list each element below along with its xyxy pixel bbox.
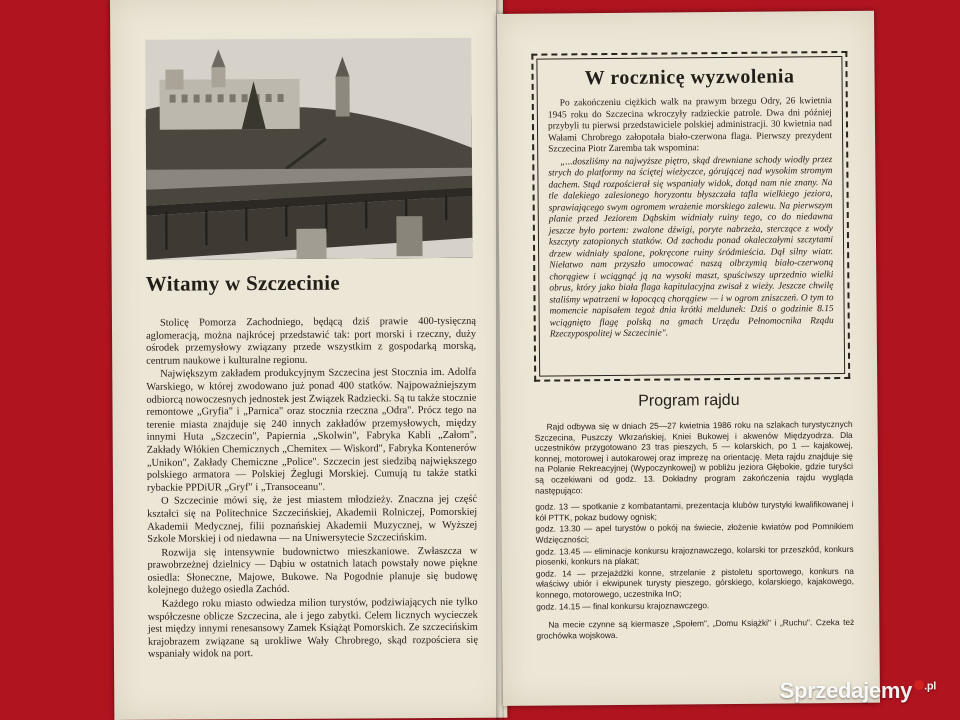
left-page-body [146,316,478,663]
zaremba-quote: „...doszliśmy na najwyższe piętro, skąd drewniane schody wiodły przez strych do platformy na ściętej wieżyczce, górującej nad wysokim stromym dachem. Stąd rozpościerał się wspaniały widok, dotąd nam nie znany. Na tle dalekiego zalesionego horyzontu błyszczała tafla wielkiego jeziora, sprawiającego swym ogromem wrażenie morskiego zalewu. Na pierwszym planie przed Jeziorem Dąbskim widniały ruiny tego, co do niedawna jeszcze było portem: zwalone dźwigi, poryte nabrzeża, sterczące z wody kszczyty zatopionych statków. Od zachodu ponad okaleczałymi szczytami drzew widniały spalone, pokręcone ruiny śródmieścia. Dął silny wiatr. Niełatwo nam przyszło umocować naszą olbrzymią biało-czerwoną chorągiew i wciągnąć ją na wysoki maszt, spuściwszy uprzednio wielki obrus, który jako biała flaga kapitulacyjna zwisał z wieży. Jeszcze chwilę staliśmy wpatrzeni w łopocącą chorągiew — i w ogrom zniszczeń. O tym to momencie napisałem tegoż dnia krótki meldunek: Dziś o godzinie 8.15 wciągnięto flagę polską na gmach Urzędu Pełnomocnika Rządu Rzeczypospolitej w Szczecinie". [548,154,834,340]
watermark-text: Sprzedajemy [779,678,913,703]
schedule-item: godz. 13 — spotkanie z kombatantami, prezentacja klubów turystyki kwalifikowanej i kół PTTK, pokaz budowy ognisk; [535,499,854,523]
right-page [497,11,880,706]
paragraph: Stolicę Pomorza Zachodniego, będącą dziś prawie 400-tysięczną aglomeracją, można najkrócej przedstawić tak: port morski i rzeczny, duży ośrodek przemysłowy związany przede wszystkim z gospodarką morską, centrum naukowe i kulturalne regionu. [146,315,477,367]
liberation-frame-inner [536,56,845,377]
right-page-heading: W rocznicę wyzwolenia [584,65,795,90]
liberation-frame [531,51,850,382]
left-page [110,0,507,720]
program-title: Program rajdu [638,391,740,410]
schedule-item: godz. 13.45 — eliminacje konkursu krajoznawczego, kolarski tor przeszkód, konkurs piosenki, konkurs na plakat; [535,543,854,567]
schedule-item: godz. 14.15 — final konkursu krajoznawczego. [536,599,710,612]
liberation-text [548,96,834,341]
left-page-heading: Witamy w Szczecinie [145,270,341,296]
schedule-item: godz. 14 — przejażdżki konne, strzelanie z pistoletu sportowego, konkurs na właściwy ubiór i ekwipunek turysty pieszego, górskiego, kolarskiego, kajakowego, konnego, motorowego, uczestnika InO; [535,565,855,600]
city-photo [145,38,472,260]
liberation-intro: Po zakończeniu ciężkich walk na prawym brzegu Odry, 26 kwietnia 1945 roku do Szczecina wkroczyły radzieckie patrole. Dwa dni później przybyli tu pierwsi przedstawiciele polskiej administracji. 30 kwietnia nad Wałami Chrobrego załopotała biało-czerwona flaga. Pierwszy prezydent Szczecina Piotr Zaremba tak wspomina: [547,96,833,155]
paragraph: Największym zakładem produkcyjnym Szczecina jest Stocznia im. Adolfa Warskiego, w której zwodowano już ponad 400 statków. Najpoważniejszym odbiorcą nowoczesnych jednostek jest Związek Radziecki. Są tu także stocznie remontowe „Gryfia" i „Parnica" oraz stocznia rzeczna „Odra". Prócz tego na terenie miasta znajduje się 240 innych zakładów przemysłowych, między innymi Huta „Szczecin", Papiernia „Skolwin", Fabryka Kabli „Załom", Zakłady Włókien Chemicznych „Chemitex — Wiskord", Fabryka Kontenerów „Unikon", Zakłady Chemiczne „Police". Szczecin jest siedzibą największego polskiego armatora — Polskiej Żeglugi Morskiej. Cumują tu także statki rybackie PPDiUR „Gryf" i „Transoceanu". [146,367,477,494]
watermark-dot-icon [914,680,924,690]
schedule-list [535,499,854,612]
program-closing: Na mecie czynne są kiermasze „Społem", „Domu Książki" i „Ruchu". Czeka też grochówka wojskowa. [536,616,855,641]
paragraph: O Szczecinie mówi się, że jest miastem młodzieży. Znaczna jej część kształci się na Politechnice Szczecińskiej, Akademii Rolniczej, Pomorskiej Akademii Medycznej, filii poznańskiej Akademii Muzycznej, w Wyższej Szkole Morskiej i od niedawna — na Uniwersytecie Szczecińskim. [147,494,478,545]
watermark-suffix: .pl [924,680,936,693]
paragraph: Rozwija się intensywnie budownictwo mieszkaniowe. Zwłaszcza w prawobrzeżnej dzielnicy — Dąbiu w ostatnich latach powstały nowe piękne osiedla: Słoneczne, Majowe, Bukowe. Na Pogodnie planuje się budowę kolejnego dużego osiedla Zachód. [147,545,478,597]
city-photo-illustration [145,38,472,260]
program-intro: Rajd odbywa się w dniach 25—27 kwietnia 1986 roku na szlakach turystycznych Szczecina, Puszczy Wkrzańskiej, Kniei Bukowej i akwenów Międzyodrza. Dla uczestników przygotowano 23 tras pieszych, 5 — kolarskich, po 1 — kajakowej, konnej, motorowej i autokarowej oraz imprezę na orientację. Meta rajdu znajduje się na Polanie Rekreacyjnej (Wypoczynkowej) w pobliżu jeziora Głębokie, gdzie turyści są oczekiwani od godz. 13. Dokładny program zakończenia rajdu wygląda następująco: [534,418,854,496]
schedule-item: godz. 13.30 — apel turystów o pokój na świecie, złożenie kwiatów pod Pomnikiem Wdzięczności; [535,521,854,545]
program-text [535,419,855,647]
paragraph: Każdego roku miasto odwiedza milion turystów, podziwiających nie tylko współczesne oblicze Szczecina, ale i jego zabytki. Celem licznych wycieczek jest między innymi renesansowy Zamek Książąt Pomorskich. Ze szczecińskim krajobrazem związane są urokliwe Wały Chrobrego, skąd rozpościera się wspaniały widok na port. [147,596,478,661]
sprzedajemy-watermark [780,678,936,704]
